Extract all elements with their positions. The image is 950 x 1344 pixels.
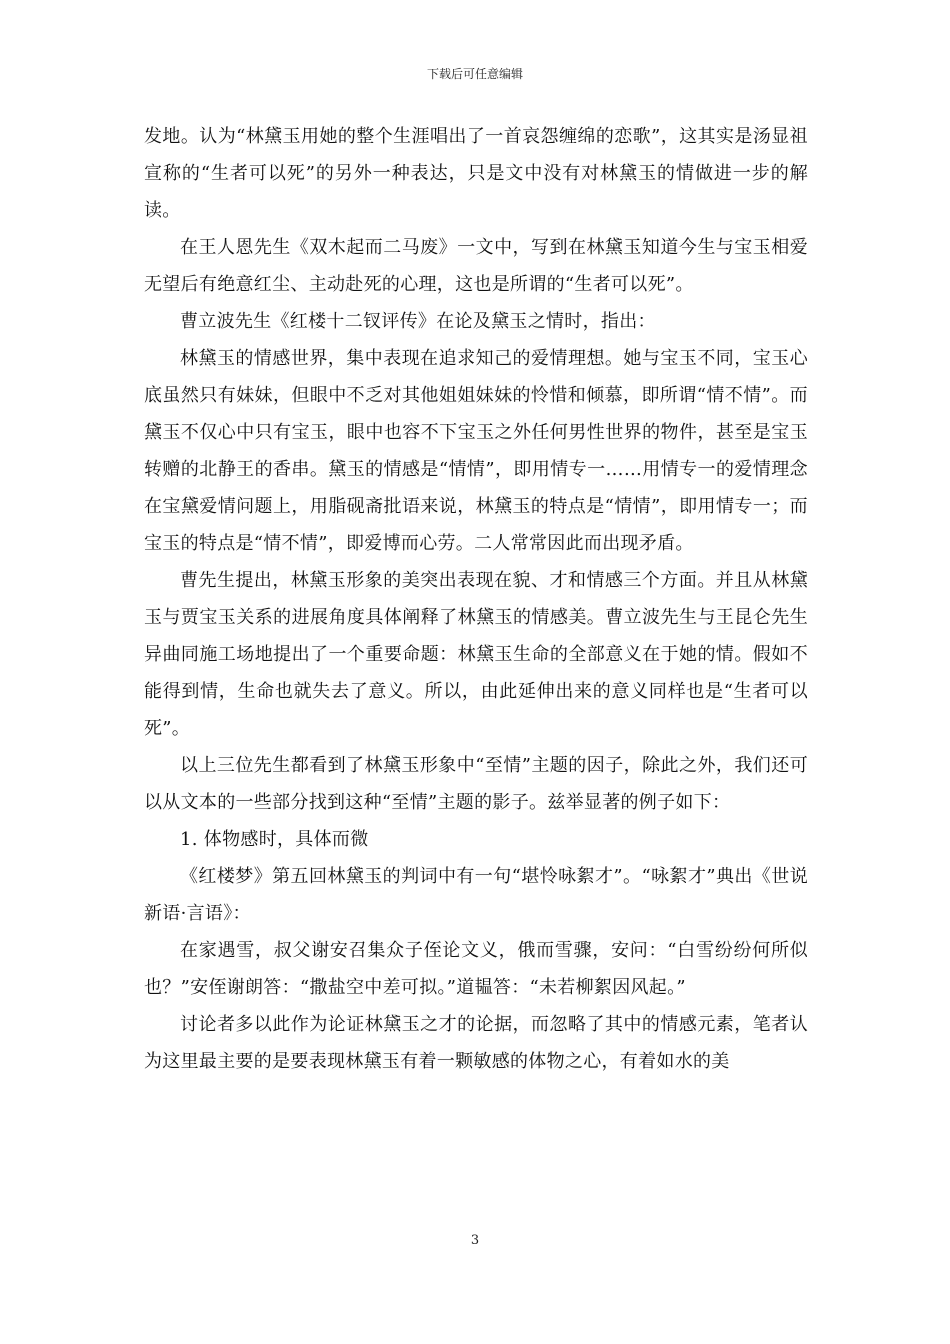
page-number: 3 <box>470 1233 480 1248</box>
paragraph-6: 以上三位先生都看到了林黛玉形象中“至情”主题的因子，除此之外，我们还可以从文本的一些部分找到这种“至情”主题的影子。兹举显著的例子如下： <box>144 755 808 813</box>
paragraph-8: 《红楼梦》第五回林黛玉的判词中有一句“堪怜咏絮才”。“咏絮才”典出《世说新语·言语》： <box>144 866 808 924</box>
section-heading: 1. 体物感时，具体而微 <box>180 829 369 850</box>
quotation-paragraph: 林黛玉的情感世界，集中表现在追求知己的爱情理想。她与宝玉不同，宝玉心底虽然只有妹妹，但眼中不乏对其他姐姐妹妹的怜惜和倾慕，即所谓“情不情”。而黛玉不仅心中只有宝玉，眼中也容不下宝玉之外任何男性世界的物件，甚至是宝玉转赠的北静王的香串。黛玉的情感是“情情”，即用情专一……用情专一的爱情理念在宝黛爱情问题上，用脂砚斋批语来说，林黛玉的特点是“情情”，即用情专一；而宝玉的特点是“情不情”，即爱博而心劳。二人常常因此而出现矛盾。 <box>144 348 808 554</box>
paragraph-5: 曹先生提出，林黛玉形象的美突出表现在貌、才和情感三个方面。并且从林黛玉与贾宝玉关系的进展角度具体阐释了林黛玉的情感美。曹立波先生与王昆仑先生异曲同施工场地提出了一个重要命题：林黛玉生命的全部意义在于她的情。假如不能得到情，生命也就失去了意义。所以，由此延伸出来的意义同样也是“生者可以死”。 <box>144 570 808 739</box>
page-header: 下载后可任意编辑 <box>426 67 523 81</box>
document-body <box>144 118 808 1080</box>
paragraph-10: 讨论者多以此作为论证林黛玉之才的论据，而忽略了其中的情感元素，笔者认为这里最主要的是要表现林黛玉有着一颗敏感的体物之心，有着如水的美 <box>144 1014 808 1072</box>
paragraph-1: 发地。认为“林黛玉用她的整个生涯唱出了一首哀怨缠绵的恋歌”，这其实是汤显祖宣称的“生者可以死”的另外一种表达，只是文中没有对林黛玉的情做进一步的解读。 <box>144 126 808 221</box>
classical-quotation: 在家遇雪，叔父谢安召集众子侄论文义，俄而雪骤，安问：“白雪纷纷何所似也？”安侄谢朗答：“撒盐空中差可拟。”道韫答：“未若柳絮因风起。” <box>144 940 808 998</box>
paragraph-2: 在王人恩先生《双木起而二马废》一文中，写到在林黛玉知道今生与宝玉相爱无望后有绝意红尘、主动赴死的心理，这也是所谓的“生者可以死”。 <box>144 237 808 295</box>
paragraph-3: 曹立波先生《红楼十二钗评传》在论及黛玉之情时，指出： <box>180 311 656 332</box>
